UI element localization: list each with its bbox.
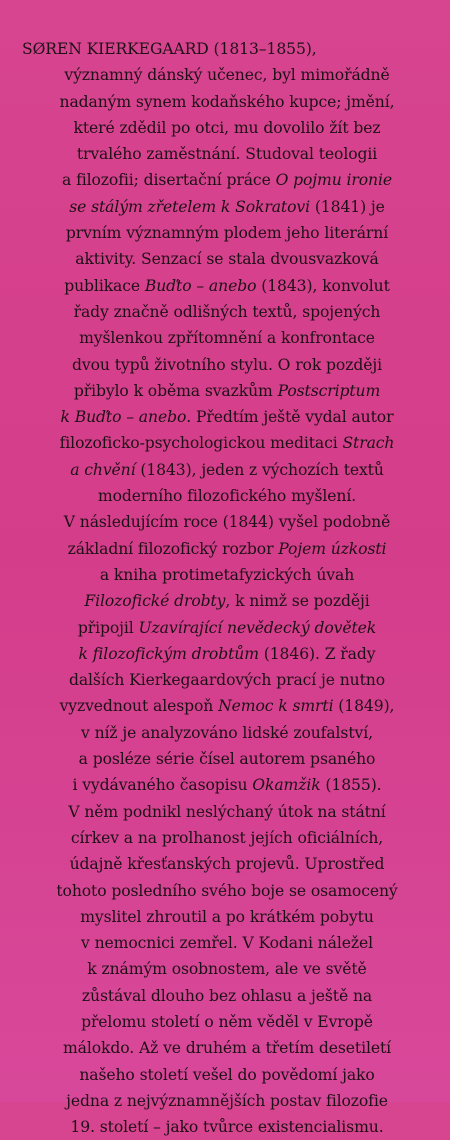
- text-segment: V něm podnikl neslýchaný útok na státní: [68, 802, 386, 821]
- text-segment: v níž je analyzováno lidské zoufalství,: [81, 723, 373, 742]
- text-line: [22, 772, 432, 798]
- text-segment: myšlenkou zpřítomnění a konfrontace: [79, 329, 375, 348]
- text-segment: i vydávaného časopisu: [72, 776, 253, 795]
- text-segment: připojil: [77, 618, 139, 637]
- text-line: [22, 62, 432, 88]
- text-line: [22, 299, 432, 325]
- text-segment: přelomu století o něm věděl v Evropě: [81, 1012, 373, 1031]
- text-line: [22, 720, 432, 746]
- text-line: [22, 799, 432, 825]
- text-segment: dalších Kierkegaardových prací je nutno: [68, 671, 386, 690]
- text-line: [22, 641, 432, 667]
- text-line: [22, 930, 432, 956]
- text-line: [22, 36, 432, 62]
- text-segment: zůstával dlouho bez ohlasu a ještě na: [81, 986, 373, 1005]
- text-line: [22, 851, 432, 877]
- italic-title-text: k filozofickým drobtům: [78, 644, 259, 663]
- text-segment: církev a na prolhanost jejích oficiálních,: [70, 828, 384, 847]
- text-line: [22, 904, 432, 930]
- text-segment: , k nimž se později: [225, 592, 370, 611]
- text-line: [22, 430, 432, 456]
- text-segment: údajně křesťanských projevů. Uprostřed: [69, 855, 385, 874]
- text-line: [22, 667, 432, 693]
- text-segment: (1846). Z řady: [258, 644, 376, 663]
- text-segment: moderního filozofického myšlení.: [97, 487, 357, 506]
- text-segment: filozoficko-psychologickou meditaci: [59, 434, 343, 453]
- text-line: [22, 483, 432, 509]
- text-segment: vyzvednout alespoň: [59, 697, 219, 716]
- text-segment: málokdo. Až ve druhém a třetím desetiletí: [62, 1039, 392, 1058]
- text-segment: jedna z nejvýznamnějších postav filozofie: [66, 1091, 388, 1110]
- text-line: [22, 141, 432, 167]
- text-segment: v nemocnici zemřel. V Kodani náležel: [81, 934, 373, 953]
- text-line: [22, 457, 432, 483]
- italic-title-text: a chvění: [70, 460, 136, 479]
- italic-title-text: O pojmu ironie: [275, 171, 392, 190]
- italic-title-text: Okamžik: [252, 776, 321, 795]
- text-segment: prvním významným plodem jeho literární: [65, 224, 389, 243]
- text-line: [22, 1009, 432, 1035]
- text-segment: (1849),: [333, 697, 395, 716]
- italic-title-text: Uzavírající nevědecký dovětek: [138, 618, 377, 637]
- text-line: [22, 615, 432, 641]
- text-line: [22, 956, 432, 982]
- text-segment: základní filozofický rozbor: [67, 539, 279, 558]
- text-line: [22, 1035, 432, 1061]
- text-segment: 19. století – jako tvůrce existencialismu.: [70, 1118, 384, 1137]
- text-segment: dvou typů životního stylu. O rok později: [72, 355, 382, 374]
- italic-title-text: Strach: [342, 434, 395, 453]
- text-segment: publikace: [64, 276, 145, 295]
- italic-title-text: Postscriptum: [277, 381, 381, 400]
- text-segment: myslitel zhroutil a po krátkém pobytu: [80, 907, 374, 926]
- italic-title-text: se stálým zřetelem k Sokratovi: [69, 197, 310, 216]
- text-line: [22, 273, 432, 299]
- text-line: [22, 352, 432, 378]
- text-segment: a posléze série čísel autorem psaného: [78, 750, 376, 769]
- text-line: [22, 89, 432, 115]
- text-line: [22, 1062, 432, 1088]
- text-segment: (1841) je: [309, 197, 385, 216]
- text-segment: SØREN KIERKEGAARD (1813–1855),: [22, 40, 317, 58]
- text-line: [22, 693, 432, 719]
- italic-title-text: Filozofické drobty: [84, 592, 226, 611]
- text-line: [22, 378, 432, 404]
- text-segment: nadaným synem kodaňského kupce; jmění,: [59, 92, 395, 111]
- text-line: [22, 746, 432, 772]
- text-line: [22, 246, 432, 272]
- text-line: [22, 1088, 432, 1114]
- text-line: [22, 404, 432, 430]
- text-segment: a filozofii; disertační práce: [62, 171, 276, 190]
- italic-title-text: Pojem úzkosti: [278, 539, 387, 558]
- text-segment: V následujícím roce (1844) vyšel podobně: [63, 513, 391, 532]
- text-segment: které zdědil po otci, mu dovolilo žít bez: [73, 118, 381, 137]
- italic-title-text: Nemoc k smrti: [218, 697, 334, 716]
- author-biography-text: [22, 36, 432, 1140]
- text-line: [22, 115, 432, 141]
- text-line: [22, 983, 432, 1009]
- text-segment: (1855).: [320, 776, 382, 795]
- text-segment: přibylo k oběma svazkům: [73, 381, 278, 400]
- text-line: [22, 1114, 432, 1140]
- text-segment: (1843), jeden z výchozích textů: [135, 460, 384, 479]
- text-segment: a kniha protimetafyzických úvah: [99, 565, 355, 584]
- text-line: [22, 509, 432, 535]
- text-line: [22, 588, 432, 614]
- text-line: [22, 878, 432, 904]
- text-segment: aktivity. Senzací se stala dvousvazková: [75, 250, 379, 269]
- text-segment: k známým osobnostem, ale ve světě: [87, 960, 367, 979]
- italic-title-text: Buďto – anebo: [144, 276, 257, 295]
- text-line: [22, 194, 432, 220]
- text-segment: . Předtím ještě vydal autor: [186, 408, 394, 427]
- text-segment: našeho století vešel do povědomí jako: [79, 1065, 375, 1084]
- text-line: [22, 325, 432, 351]
- text-segment: významný dánský učenec, byl mimořádně: [64, 66, 390, 85]
- text-segment: trvalého zaměstnání. Studoval teologii: [76, 145, 378, 164]
- text-line: [22, 825, 432, 851]
- text-segment: (1843), konvolut: [256, 276, 390, 295]
- text-line: [22, 562, 432, 588]
- italic-title-text: k Buďto – anebo: [60, 408, 187, 427]
- text-line: [22, 167, 432, 193]
- text-line: [22, 220, 432, 246]
- text-segment: řady značně odlišných textů, spojených: [73, 302, 381, 321]
- text-line: [22, 536, 432, 562]
- text-segment: tohoto posledního svého boje se osamocený: [56, 881, 398, 900]
